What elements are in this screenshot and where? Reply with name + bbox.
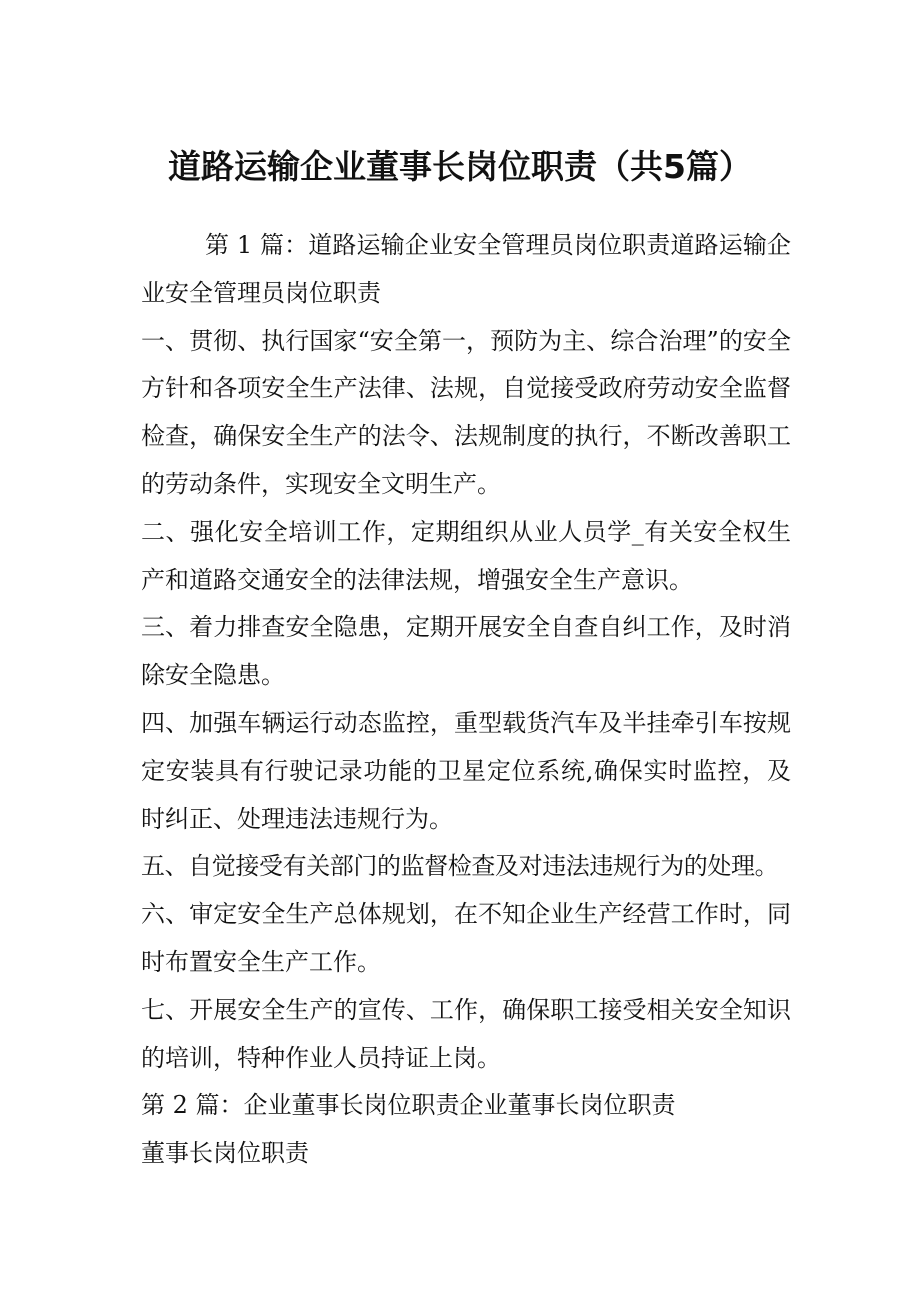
document-body — [141, 222, 791, 1178]
duty-item-4: 四、加强车辆运行动态监控，重型载货汽车及半挂牵引车按规定安装具有行驶记录功能的卫星定位系统,确保实时监控，及时纠正、处理违法违规行为。 — [141, 708, 791, 833]
duty-item-3: 三、着力排查安全隐患，定期开展安全自查自纠工作，及时消除安全隐患。 — [141, 613, 791, 690]
duty-item-7: 七、开展安全生产的宣传、工作，确保职工接受相关安全知识的培训，特种作业人员持证上岗。 — [141, 995, 791, 1072]
duty-item-2: 二、强化安全培训工作，定期组织从业人员学_有关安全权生产和道路交通安全的法律法规，增强安全生产意识。 — [141, 517, 791, 594]
duty-item-5: 五、自觉接受有关部门的监督检查及对违法违规行为的处理。 — [141, 852, 779, 881]
duty-item-1: 一、贯彻、执行国家“安全第一，预防为主、综合治理”的安全方针和各项安全生产法律、法规，自觉接受政府劳动安全监督检查，确保安全生产的法令、法规制度的执行，不断改善职工的劳动条件，实现安全文明生产。 — [141, 326, 791, 498]
document-title: 道路运输企业董事长岗位职责（共5篇） — [168, 147, 752, 186]
section-heading-2: 第 2 篇：企业董事长岗位职责企业董事长岗位职责 — [141, 1091, 676, 1120]
section-heading-1: 第 1 篇：道路运输企业安全管理员岗位职责道路运输企业安全管理员岗位职责 — [141, 231, 791, 307]
duty-item-6: 六、审定安全生产总体规划，在不知企业生产经营工作时，同时布置安全生产工作。 — [141, 900, 791, 976]
subsection-heading: 董事长岗位职责 — [141, 1139, 309, 1168]
